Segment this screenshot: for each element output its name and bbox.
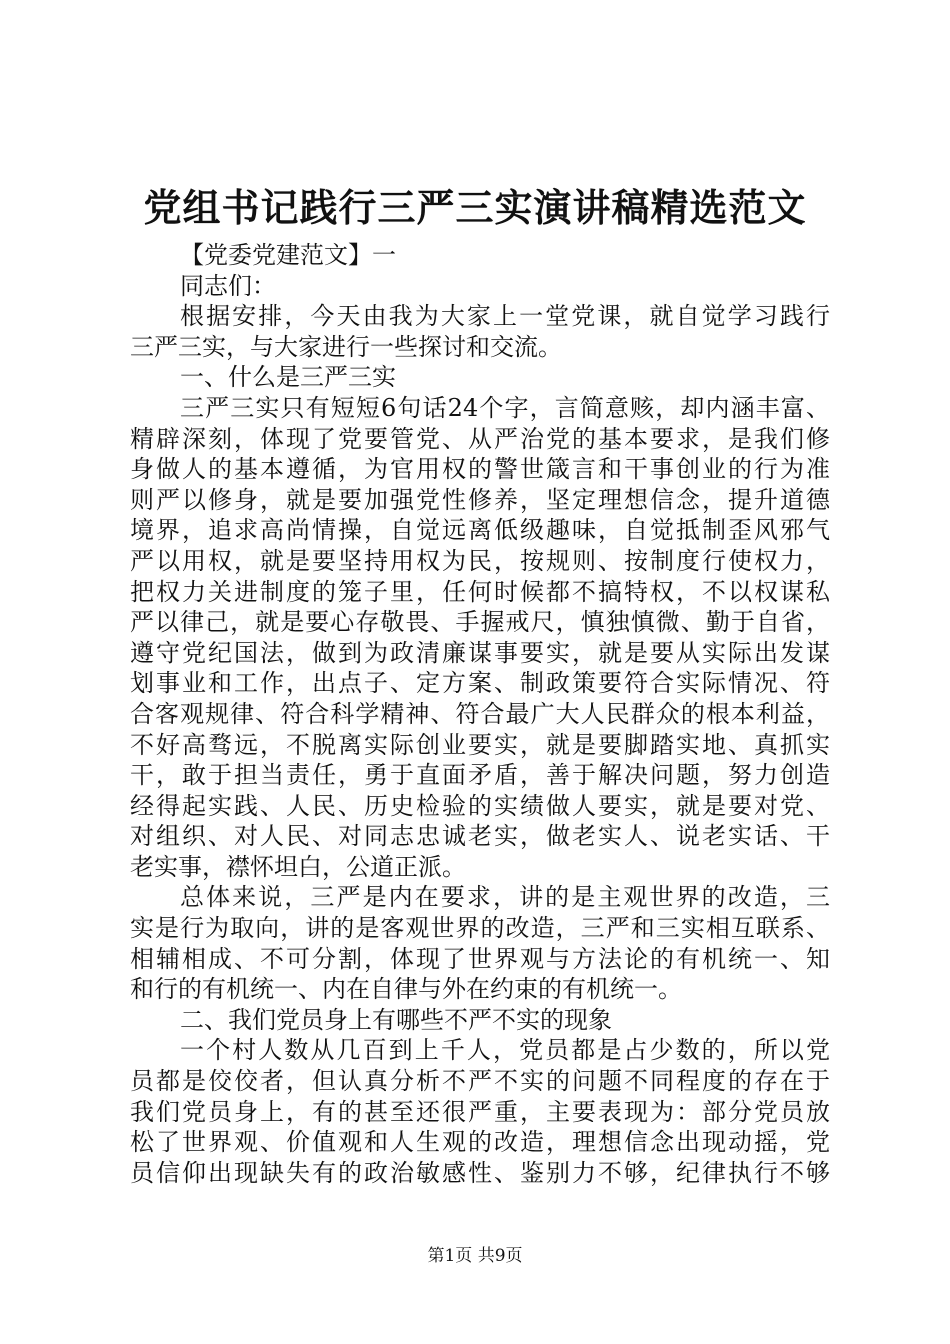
text-line: 经得起实践、人民、历史检验的实绩做人要实，就是要对党、 (130, 791, 830, 820)
text-line: 同志们： (180, 271, 276, 300)
text-line: 严以律己，就是要心存敬畏、手握戒尺，慎独慎微、勤于自省， (130, 608, 830, 637)
text-line: 则严以修身，就是要加强党性修养，坚定理想信念，提升道德 (130, 485, 830, 514)
text-line: 严以用权，就是要坚持用权为民，按规则、按制度行使权力， (130, 546, 830, 575)
text-line: 员都是佼佼者，但认真分析不严不实的问题不同程度的存在于 (130, 1067, 830, 1096)
text-line: 三严三实，与大家进行一些探讨和交流。 (130, 332, 562, 361)
text-line: 合客观规律、符合科学精神、符合最广大人民群众的根本利益， (130, 699, 830, 728)
text-line: 一个村人数从几百到上千人，党员都是占少数的，所以党 (180, 1036, 830, 1065)
text-line: 松了世界观、价值观和人生观的改造，理想信念出现动摇，党 (130, 1128, 830, 1157)
text-line: 境界，追求高尚情操，自觉远离低级趣味，自觉抵制歪风邪气 (130, 516, 830, 545)
text-line: 根据安排，今天由我为大家上一堂党课，就自觉学习践行 (180, 302, 830, 331)
text-line: 我们党员身上，有的甚至还很严重，主要表现为：部分党员放 (130, 1097, 830, 1126)
page-number: 第1页 共9页 (427, 1246, 523, 1266)
text-line: 遵守党纪国法，做到为政清廉谋事要实，就是要从实际出发谋 (130, 638, 830, 667)
text-line: 不好高骛远，不脱离实际创业要实，就是要脚踏实地、真抓实 (130, 730, 830, 759)
text-line: 对组织、对人民、对同志忠诚老实，做老实人、说老实话、干 (130, 822, 830, 851)
text-line: 相辅相成、不可分割，体现了世界观与方法论的有机统一、知 (130, 944, 830, 973)
text-line: 总体来说，三严是内在要求，讲的是主观世界的改造，三 (180, 883, 830, 912)
section-heading: 一、什么是三严三实 (180, 363, 396, 392)
section-heading: 二、我们党员身上有哪些不严不实的现象 (180, 1005, 612, 1034)
text-line: 三严三实只有短短6句话24个字，言简意赅，却内涵丰富、 (180, 393, 830, 422)
text-line: 【党委党建范文】一 (180, 241, 396, 269)
document-body (130, 240, 830, 1188)
text-line: 员信仰出现缺失有的政治敏感性、鉴别力不够，纪律执行不够 (130, 1158, 830, 1187)
text-line: 身做人的基本遵循，为官用权的警世箴言和干事创业的行为准 (130, 455, 830, 484)
document-title: 党组书记践行三严三实演讲稿精选范文 (143, 185, 807, 230)
text-line: 干，敢于担当责任，勇于直面矛盾，善于解决问题，努力创造 (130, 761, 830, 790)
text-line: 把权力关进制度的笼子里，任何时候都不搞特权，不以权谋私 (130, 577, 830, 606)
text-line: 精辟深刻，体现了党要管党、从严治党的基本要求，是我们修 (130, 424, 830, 453)
text-line: 划事业和工作，出点子、定方案、制政策要符合实际情况、符 (130, 669, 830, 698)
text-line: 实是行为取向，讲的是客观世界的改造，三严和三实相互联系、 (130, 914, 830, 943)
text-line: 和行的有机统一、内在自律与外在约束的有机统一。 (130, 975, 682, 1004)
text-line: 老实事，襟怀坦白，公道正派。 (130, 852, 466, 881)
